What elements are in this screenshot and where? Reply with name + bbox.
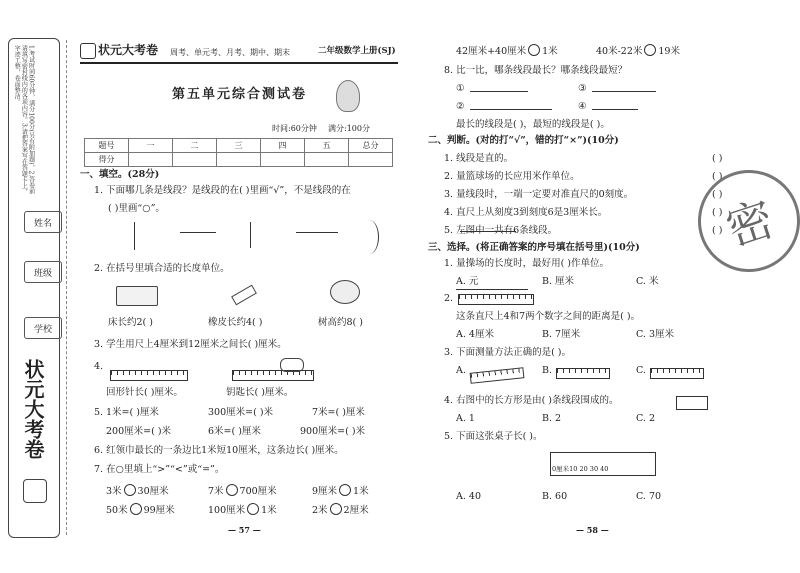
c3-text: 3. 下面测量方法正确的是( )。: [444, 347, 572, 358]
test-time: 时间:60分钟: [272, 124, 317, 133]
q8-segment-4: [592, 109, 638, 110]
section-fill-blank: 一、填空。(28分): [80, 169, 160, 180]
judge-5-figure: [460, 231, 516, 232]
q8-label-4: ④: [578, 101, 587, 112]
header-subtitle: 周考、单元考、月考、期中、期末: [170, 48, 290, 57]
c3-ruler-a: [470, 367, 525, 384]
section-judge: 二、判断。(对的打“√”，错的打“×”)(10分): [428, 135, 619, 146]
score-cell[interactable]: [129, 153, 173, 167]
score-table: [84, 138, 393, 167]
c4-rectangle: [676, 396, 708, 410]
score-cell[interactable]: [305, 153, 349, 167]
r0-right: 40米-22米 19米: [596, 46, 680, 57]
c4-opt-b[interactable]: B. 2: [542, 413, 562, 424]
exam-rules: 1.考试时间60分钟，满分100分(另有附加题)。2.答卷前请填写密封线内的各项内容。3.请把答案写在答题卡上，字迹工整，卷面整洁。: [13, 45, 35, 195]
c5-opt-b[interactable]: B. 60: [542, 491, 568, 502]
q4-ruler-key: [232, 370, 314, 381]
class-field: 班级: [24, 261, 62, 283]
seal-stamp: 密: [685, 157, 800, 286]
q4-number: 4.: [94, 361, 104, 372]
c3-opt-c[interactable]: C.: [636, 365, 646, 376]
score-table-header: 三: [217, 139, 261, 153]
judge-2: 2. 量篮球场的长应用米作单位。: [444, 171, 580, 182]
q5-r2c2: 6米=( )厘米: [208, 426, 261, 437]
q8-label-1: ①: [456, 83, 465, 94]
score-cell[interactable]: [261, 153, 305, 167]
tree-icon: [330, 280, 360, 304]
key-icon: [280, 358, 304, 372]
score-row-label: 得分: [85, 153, 129, 167]
judge-1-paren: ( ): [712, 153, 723, 164]
q5-r1c2: 300厘米=( )米: [208, 407, 274, 418]
score-table-header: 总分: [349, 139, 393, 153]
score-cell[interactable]: [217, 153, 261, 167]
q7-text: 7. 在○里填上“>”“<”或“=”。: [94, 464, 225, 475]
c3-opt-b[interactable]: B.: [542, 365, 553, 376]
c5-text: 5. 下面这张桌子长( )。: [444, 431, 543, 442]
c5-ruler-text: 0厘米10 20 30 40: [552, 465, 609, 473]
q3-text: 3. 学生用尺上4厘米到12厘米之间长( )厘米。: [94, 339, 287, 350]
c1-text: 1. 量操场的长度时，最好用( )作单位。: [444, 258, 610, 269]
q4-key: 钥匙长( )厘米。: [226, 387, 294, 398]
publisher-logo-icon: [23, 479, 47, 503]
q2-eraser: 橡皮长约4( ): [208, 317, 263, 328]
q1-figure-2: [180, 232, 216, 233]
school-field: 学校: [24, 317, 62, 339]
score-table-header: 一: [129, 139, 173, 153]
page-number-57: — 57 —: [228, 525, 261, 535]
score-cell[interactable]: [173, 153, 217, 167]
c1-opt-a[interactable]: A. 元: [456, 276, 479, 287]
r0-left: 42厘米+40厘米 1米: [456, 46, 558, 57]
seal-line: [66, 40, 67, 535]
mascot-icon: [336, 80, 360, 112]
section-choice: 三、选择。(将正确答案的序号填在括号里)(10分): [428, 242, 640, 253]
score-table-header: 题号: [85, 139, 129, 153]
score-cell[interactable]: [349, 153, 393, 167]
sidebar-logo: 状元大考卷: [21, 359, 45, 459]
judge-1: 1. 线段是直的。: [444, 153, 514, 164]
q6-text: 6. 红领巾最长的一条边比1米短10厘米，这条边长( )厘米。: [94, 445, 344, 456]
judge-5: 5. 左图中一共有6条线段。: [444, 225, 558, 236]
name-field: 姓名: [24, 211, 62, 233]
score-table-header: 五: [305, 139, 349, 153]
q1-figure-1: [134, 222, 135, 250]
c4-opt-a[interactable]: A. 1: [456, 413, 475, 424]
q8-label-2: ②: [456, 101, 465, 112]
judge-2-paren: ( ): [712, 171, 723, 182]
q8-answer: 最长的线段是( )，最短的线段是( )。: [456, 119, 610, 130]
page-number-58: — 58 —: [576, 525, 609, 535]
test-title: 第五单元综合测试卷: [172, 87, 308, 102]
q5-r1c3: 7米=( )厘米: [312, 407, 365, 418]
q1-figure-5-curve: [360, 220, 379, 254]
q1-line2: ( )里画“○”。: [108, 203, 165, 214]
q5-r1c1: 1米=( )厘米: [106, 407, 159, 418]
c3-ruler-b: [556, 368, 610, 379]
q1-line1: 1. 下面哪几条是线段？是线段的在( )里画“√”，不是线段的在: [94, 185, 351, 196]
q5-r2c1: 200厘米=( )米: [106, 426, 172, 437]
c5-opt-a[interactable]: A. 40: [456, 491, 481, 502]
c2-opt-a[interactable]: A. 4厘米: [456, 329, 494, 340]
q1-figure-3: [250, 222, 251, 248]
q7-row1-3: 9厘米 1米: [312, 486, 369, 497]
c2-opt-c[interactable]: C. 3厘米: [636, 329, 675, 340]
score-table-header: 二: [173, 139, 217, 153]
bed-icon: [116, 286, 158, 306]
c2-opt-b[interactable]: B. 7厘米: [542, 329, 581, 340]
judge-5-paren: ( ): [712, 225, 723, 236]
eraser-icon: [231, 285, 257, 306]
q8-segment-1: [470, 91, 528, 92]
q7-row2-2: 100厘米 1米: [208, 505, 277, 516]
binding-strip: [8, 38, 60, 538]
c2-text: 这条直尺上4和7两个数字之间的距离是( )。: [456, 311, 641, 322]
test-score: 满分:100分: [328, 124, 370, 133]
q4-ruler-paperclip: [110, 370, 188, 381]
judge-4: 4. 直尺上从刻度3到刻度6是3厘米长。: [444, 207, 608, 218]
c2-number: 2.: [444, 293, 454, 304]
q7-row2-1: 50米 99厘米: [106, 505, 175, 516]
c3-opt-a[interactable]: A.: [456, 365, 466, 376]
q8-label-3: ③: [578, 83, 587, 94]
q8-text: 8. 比一比，哪条线段最长？哪条线段最短？: [444, 65, 628, 76]
q2-bed: 床长约2( ): [108, 317, 153, 328]
c1-opt-b[interactable]: B. 厘米: [542, 276, 575, 287]
judge-3-paren: ( ): [712, 189, 723, 200]
q5-r2c3: 900厘米=( )米: [300, 426, 366, 437]
q2-text: 2. 在括号里填合适的长度单位。: [94, 263, 230, 274]
c1-opt-c[interactable]: C. 米: [636, 276, 659, 287]
c5-opt-c[interactable]: C. 70: [636, 491, 662, 502]
q7-row1-2: 7米 700厘米: [208, 486, 277, 497]
judge-4-paren: ( ): [712, 207, 723, 218]
q7-row2-3: 2米 2厘米: [312, 505, 369, 516]
q1-figure-4: [296, 232, 338, 233]
q8-segment-2: [470, 109, 552, 110]
q5-number: 5.: [94, 407, 104, 418]
judge-3: 3. 量线段时，一端一定要对准直尺的0刻度。: [444, 189, 634, 200]
q7-row1-1: 3米 30厘米: [106, 486, 169, 497]
header-rule: [80, 62, 398, 64]
header-brand: 状元大考卷: [98, 43, 159, 57]
q4-paperclip: 回形针长( )厘米。: [106, 387, 183, 398]
q2-tree: 树高约8( ): [318, 317, 363, 328]
c3-ruler-c: [650, 368, 704, 379]
q8-segment-3: [592, 91, 656, 92]
score-table-header: 四: [261, 139, 305, 153]
c4-text: 4. 右图中的长方形是由( )条线段围成的。: [444, 395, 619, 406]
header-logo-icon: [80, 43, 96, 59]
c1-underline: [456, 289, 528, 290]
header-grade: 二年级数学上册(SJ): [318, 46, 396, 56]
c2-ruler: [458, 294, 534, 305]
c4-opt-c[interactable]: C. 2: [636, 413, 656, 424]
